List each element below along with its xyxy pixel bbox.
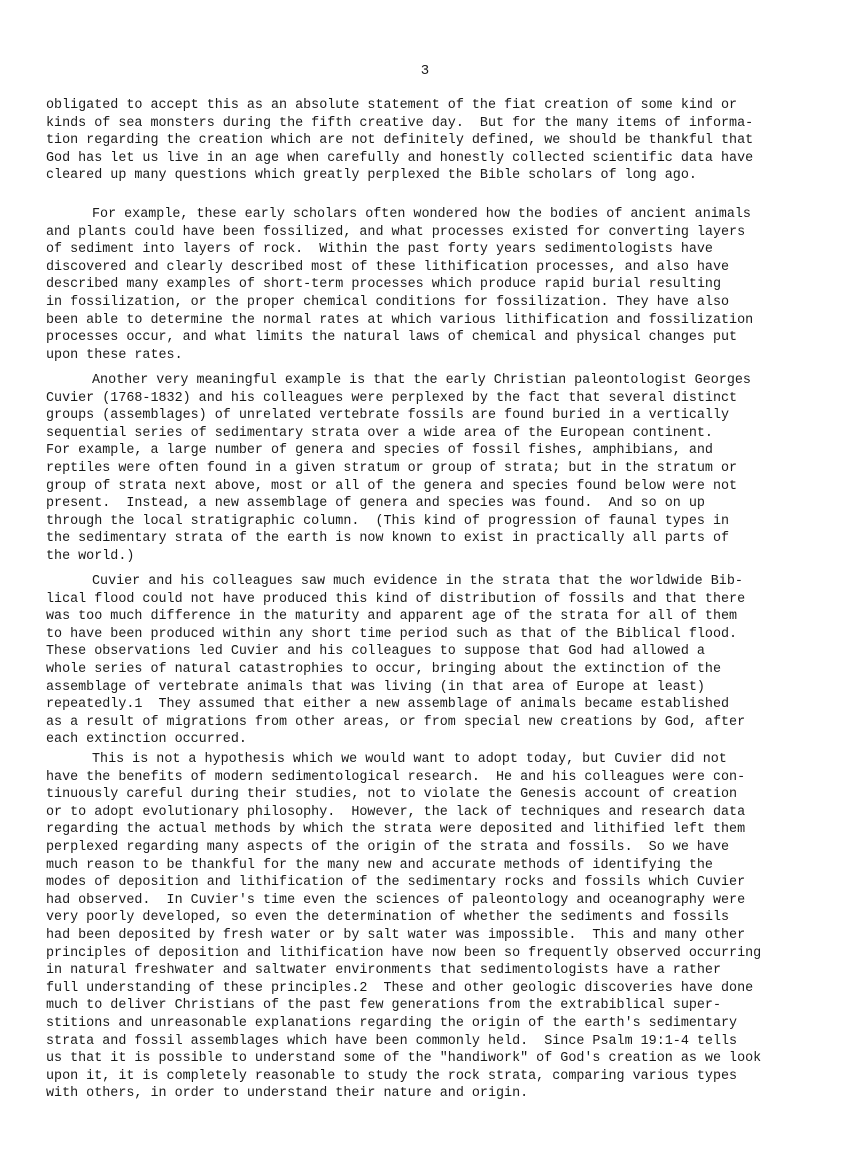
text-line: had been deposited by fresh water or by salt water was impossible. This and many other [46,927,746,943]
text-line: as a result of migrations from other areas, or from special new creations by God, after [46,714,746,730]
text-line: much reason to be thankful for the many new and accurate methods of identifying the [46,857,713,873]
paragraph-1 [46,97,806,185]
text-line: cleared up many questions which greatly perplexed the Bible scholars of long ago. [46,168,697,184]
text-line: Cuvier (1768-1832) and his colleagues were perplexed by the fact that several distinct [46,390,738,406]
text-line: the sedimentary strata of the earth is now known to exist in practically all parts of [46,531,730,547]
text-line: or to adopt evolutionary philosophy. However, the lack of techniques and research data [46,804,746,820]
text-line: For example, these early scholars often wondered how the bodies of ancient animals [92,207,751,222]
text-line: Another very meaningful example is that the early Christian paleontologist Georges [92,373,751,388]
text-line: reptiles were often found in a given stratum or group of strata; but in the stratum or [46,460,738,476]
text-line: principles of deposition and lithification have now been so frequently observed occurring [46,945,762,961]
text-line: whole series of natural catastrophies to occur, bringing about the extinction of the [46,661,721,677]
text-line: perplexed regarding many aspects of the origin of the strata and fossils. So we have [46,839,730,855]
text-line: upon these rates. [46,347,183,363]
text-line: For example, a large number of genera and species of fossil fishes, amphibians, and [46,443,713,459]
text-line: with others, in order to understand their nature and origin. [46,1086,529,1102]
text-line: had observed. In Cuvier's time even the sciences of paleontology and oceanography were [46,892,746,908]
text-line: tinuously careful during their studies, not to violate the Genesis account of creation [46,787,738,803]
paragraph-5 [46,751,806,1103]
text-line: been able to determine the normal rates at which various lithification and fossilization [46,312,754,328]
paragraph-4 [46,573,806,749]
text-line: us that it is possible to understand some of the "handiwork" of God's creation as we look [46,1051,762,1067]
text-line: assemblage of vertebrate animals that was living (in that area of Europe at least) [46,679,705,695]
text-line: strata and fossil assemblages which have been commonly held. Since Psalm 19:1-4 tells [46,1033,738,1049]
text-line: much to deliver Christians of the past few generations from the extrabiblical super- [46,998,721,1014]
text-line: stitions and unreasonable explanations regarding the origin of the earth's sedimentary [46,1015,738,1031]
text-line: regarding the actual methods by which the strata were deposited and lithified left them [46,822,746,838]
text-line: the world.) [46,548,135,564]
text-line: in natural freshwater and saltwater environments that sedimentologists have a rather [46,963,721,979]
text-line: of sediment into layers of rock. Within the past forty years sedimentologists have [46,242,713,258]
page-number: 3 [420,63,430,79]
text-line: described many examples of short-term processes which produce rapid burial resulting [46,277,721,293]
text-line: processes occur, and what limits the natural laws of chemical and physical changes put [46,330,738,346]
text-line: sequential series of sedimentary strata over a wide area of the European continent. [46,425,713,441]
text-line: tion regarding the creation which are not definitely defined, we should be thankful that [46,133,754,149]
text-line: have the benefits of modern sedimentological research. He and his colleagues were con- [46,769,746,785]
text-line: These observations led Cuvier and his colleagues to suppose that God had allowed a [46,644,705,660]
text-line: modes of deposition and lithification of the sedimentary rocks and fossils which Cuvier [46,875,746,891]
text-line: very poorly developed, so even the determination of whether the sediments and fossils [46,910,730,926]
text-line: in fossilization, or the proper chemical conditions for fossilization. They have also [46,294,730,310]
paragraph-3 [46,372,806,566]
text-line: present. Instead, a new assemblage of genera and species was found. And so on up [46,496,705,512]
paragraph-2 [46,206,806,364]
text-line: This is not a hypothesis which we would want to adopt today, but Cuvier did not [92,752,727,767]
text-line: discovered and clearly described most of these lithification processes, and also have [46,259,730,275]
text-line: kinds of sea monsters during the fifth creative day. But for the many items of informa- [46,115,754,131]
text-line: obligated to accept this as an absolute statement of the fiat creation of some kind or [46,98,738,113]
text-line: Cuvier and his colleagues saw much evidence in the strata that the worldwide Bib- [92,574,743,589]
text-line: upon it, it is completely reasonable to study the rock strata, comparing various types [46,1068,738,1084]
text-line: repeatedly.1 They assumed that either a new assemblage of animals became established [46,697,730,713]
text-line: lical flood could not have produced this kind of distribution of fossils and that there [46,591,746,607]
text-line: each extinction occurred. [46,732,247,748]
text-line: and plants could have been fossilized, and what processes existed for converting layers [46,224,746,240]
text-line: full understanding of these principles.2 These and other geologic discoveries have done [46,980,754,996]
text-line: groups (assemblages) of unrelated vertebrate fossils are found buried in a vertically [46,408,730,424]
text-line: to have been produced within any short time period such as that of the Biblical flood. [46,626,738,642]
text-line: through the local stratigraphic column. (This kind of progression of faunal types in [46,513,730,529]
text-line: God has let us live in an age when carefully and honestly collected scientific data have [46,150,754,166]
text-line: group of strata next above, most or all of the genera and species found below were not [46,478,738,494]
text-line: was too much difference in the maturity and apparent age of the strata for all of them [46,609,738,625]
